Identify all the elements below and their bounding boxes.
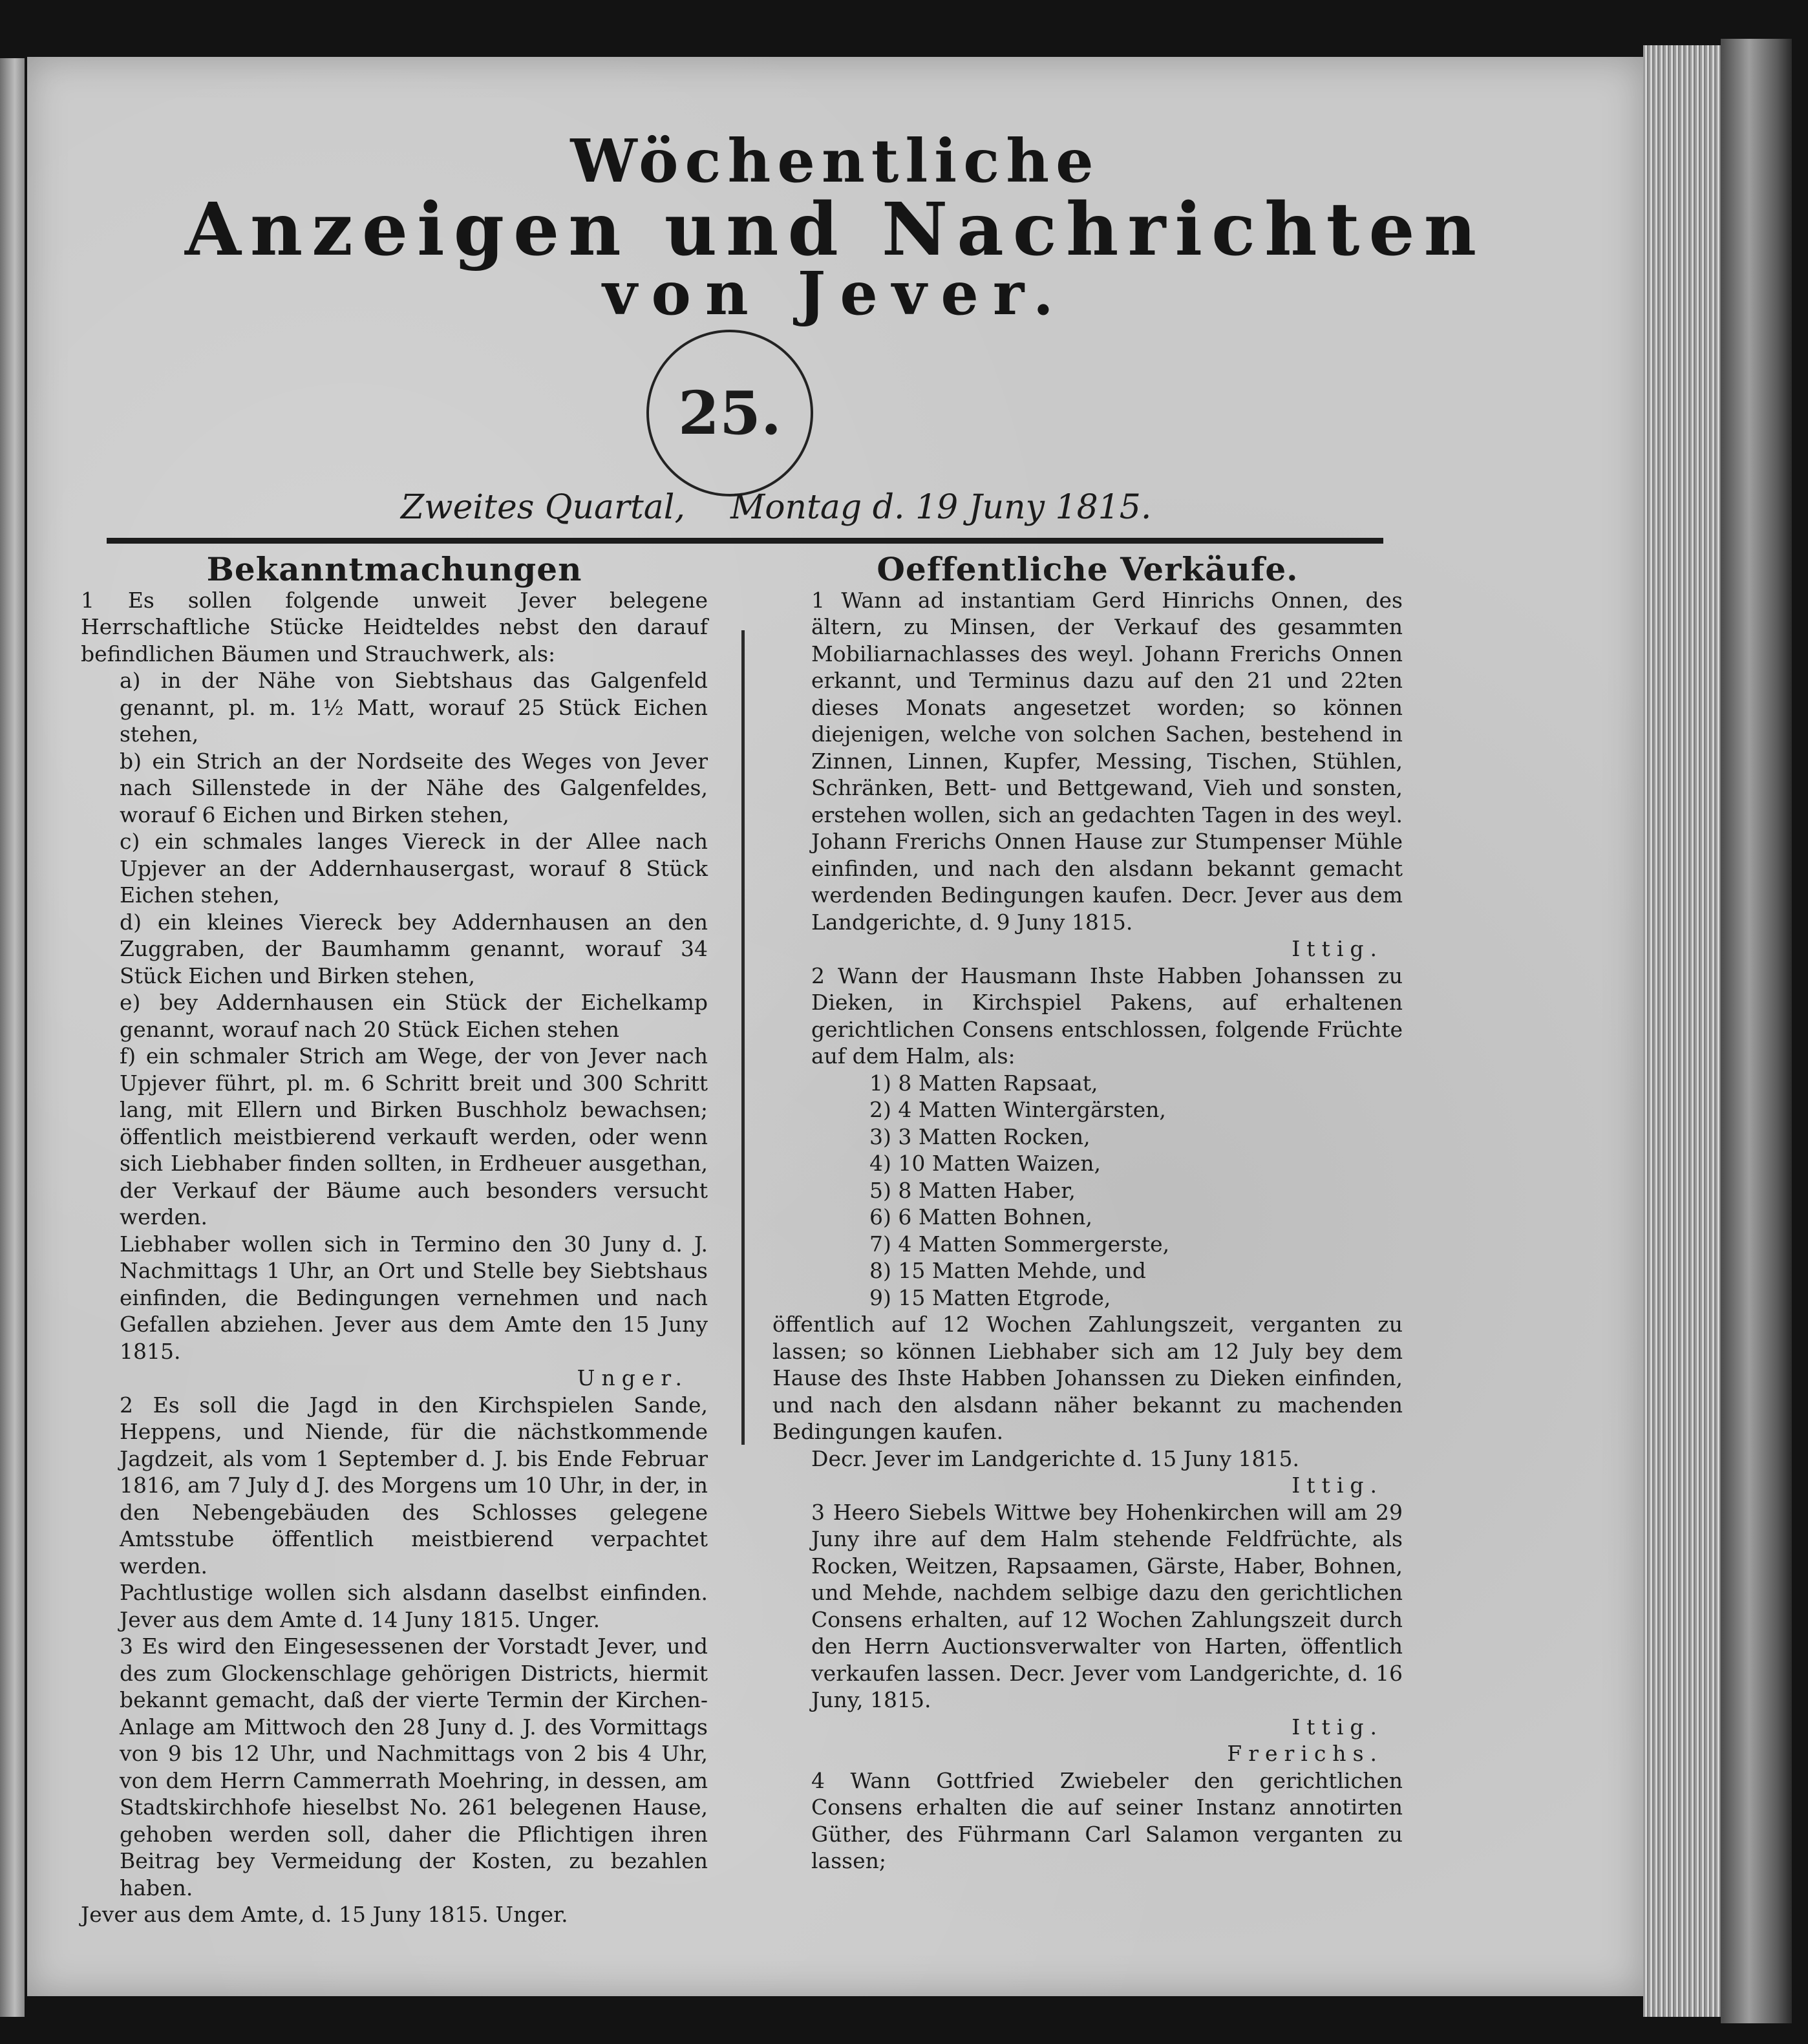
sale-1: 1 Wann ad instantiam Gerd Hinrichs Onnen, des ältern, zu Minsen, der Verkauf des gesammten Mobiliarnachlasses des weyl. Johann Frerichs Onnen erkannt, und Terminus dazu auf den 21 und 22ten dieses Monats angesetzet worden; so können diejenigen, welche von solchen Sachen, bestehend in Zinnen, Linnen, Kupfer, Messing, Tischen, Stühlen, Schränken, Bett- und Bettgewand, Vieh und sonsten, erstehen wollen, sich an gedachten Tagen in des weyl. Johann Frerichs Onnen Hause zur Stumpenser Mühle einfinden, und nach den alsdann bekannt gemacht werdenden Bedingungen kaufen. Decr. Jever aus dem Landgerichte, d. 9 Juny 1815. — [811, 587, 1403, 935]
crop-item: 8) 15 Matten Mehde, und — [869, 1258, 1146, 1283]
dateline — [401, 488, 1152, 527]
issue-number: 25. — [677, 378, 782, 448]
signature-ittig-3: Ittig. — [1292, 1714, 1383, 1740]
issue-number-circle — [646, 330, 813, 496]
masthead-line-3: von Jever. — [602, 259, 1068, 328]
sale-4: 4 Wann Gottfried Zwiebeler den gerichtlichen Consens erhalten die auf seiner Instanz annotirten Güther, des Führmann Carl Salamon verganten zu lassen; — [811, 1767, 1403, 1873]
announcement-1-item-a: a) in der Nähe von Siebtshaus das Galgenfeld genannt, pl. m. 1½ Matt, worauf 25 Stück Eichen stehen, — [120, 668, 708, 747]
column-announcements — [81, 550, 708, 1928]
announcement-3-closing: Jever aus dem Amte, d. 15 Juny 1815. Unger. — [81, 1902, 568, 1927]
announcement-2: 2 Es soll die Jagd in den Kirchspielen Sande, Heppens, und Niende, für die nächstkommende Jagdzeit, als vom 1 September d. J. bis Ende Februar 1816, am 7 July d J. des Morgens um 10 Uhr, in der, in den Nebengebäuden des Schlosses gelegene Amtsstube öffentlich meistbierend verpachtet werden. — [120, 1392, 708, 1579]
crop-item: 3) 3 Matten Rocken, — [869, 1123, 1090, 1149]
masthead-line-1: Wöchentliche — [570, 126, 1100, 196]
announcement-1-item-d: d) ein kleines Viereck bey Addernhausen an den Zuggraben, der Baumhamm genannt, worauf 34 Stück Eichen und Birken stehen, — [120, 909, 708, 988]
crop-item: 2) 4 Matten Wintergärsten, — [869, 1097, 1166, 1122]
announcement-3: 3 Es wird den Eingesessenen der Vorstadt Jever, und des zum Glockenschlage gehörigen Districts, hiermit bekannt gemacht, daß der vierte Termin der Kirchen-Anlage am Mittwoch den 28 Juny d. J. des Vormittags von 9 bis 12 Uhr, und Nachmittags von 2 bis 4 Uhr, von dem Herrn Cammerrath Moehring, in dessen, am Stadtskirchhofe hieselbst No. 261 belegenen Hause, gehoben werden soll, daher die Pflichtigen ihren Beitrag bey Vermeidung der Kosten, zu bezahlen haben. — [120, 1634, 708, 1900]
announcements-heading: Bekanntmachungen — [206, 550, 582, 588]
signature-unger-1: Unger. — [577, 1365, 688, 1390]
crop-item: 1) 8 Matten Rapsaat, — [869, 1070, 1098, 1096]
signature-ittig-1: Ittig. — [1292, 936, 1383, 961]
masthead-line-2: Anzeigen und Nachrichten — [184, 187, 1486, 272]
book-gutter-left — [0, 58, 25, 2017]
crop-list — [772, 1070, 1403, 1312]
announcement-1-item-b: b) ein Strich an der Nordseite des Weges von Jever nach Sillenstede in der Nähe des Galgenfeldes, worauf 6 Eichen und Birken stehen, — [120, 748, 708, 827]
crop-item: 9) 15 Matten Etgrode, — [869, 1284, 1111, 1310]
dateline-date: Montag d. 19 Juny 1815. — [730, 488, 1152, 527]
announcement-1-item-e: e) bey Addernhausen ein Stück der Eichelkamp genannt, worauf nach 20 Stück Eichen stehen — [120, 990, 708, 1042]
sale-2-terms: öffentlich auf 12 Wochen Zahlungszeit, verganten zu lassen; so können Liebhaber sich am 12 July bey dem Hause des Ihste Habben Johanssen zu Dieken einfinden, und nach den alsdann näher bekannt zu machenden Bedingungen kaufen. — [772, 1312, 1403, 1444]
column-public-sales — [772, 550, 1403, 1875]
crop-item: 4) 10 Matten Waizen, — [869, 1151, 1101, 1176]
page-stack-edges — [1643, 45, 1721, 2017]
announcement-1-intro: 1 Es sollen folgende unweit Jever belegene Herrschaftliche Stücke Heidteldes nebst den darauf befindlichen Bäumen und Strauchwerk, als: — [81, 587, 708, 666]
public-sales-heading: Oeffentliche Verkäufe. — [877, 550, 1299, 588]
column-divider — [741, 630, 745, 1445]
sale-3: 3 Heero Siebels Wittwe bey Hohenkirchen will am 29 Juny ihre auf dem Halm stehende Feldfrüchte, als Rocken, Weitzen, Rapsaamen, Gärste, Haber, Bohnen, und Mehde, nachdem selbige dazu den gerichtlichen Consens erhalten, auf 12 Wochen Zahlungszeit durch den Herrn Auctionsverwalter von Harten, öffentlich verkaufen lassen. Decr. Jever vom Landgerichte, d. 16 Juny, 1815. — [811, 1499, 1403, 1712]
sale-2-intro: 2 Wann der Hausmann Ihste Habben Johanssen zu Dieken, in Kirchspiel Pakens, auf erhaltenen gerichtlichen Consens entschlossen, folgende Früchte auf dem Halm, als: — [811, 963, 1403, 1069]
crop-item: 6) 6 Matten Bohnen, — [869, 1204, 1093, 1230]
crop-item: 5) 8 Matten Haber, — [869, 1177, 1076, 1203]
dateline-quarter: Zweites Quartal, — [401, 488, 685, 527]
book-cover-edge — [1721, 39, 1792, 2023]
signature-frerichs: Frerichs. — [1227, 1741, 1383, 1766]
announcement-1-item-f: f) ein schmaler Strich am Wege, der von Jever nach Upjever führt, pl. m. 6 Schritt breit und 300 Schritt lang, mit Ellern und Birken Buschholz bewachsen; öffentlich meistbierend verkauft werden, oder wenn sich Liebhaber finden sollten, in Erdheuer ausgethan, der Verkauf der Bäume auch besonders versucht werden. — [120, 1043, 708, 1230]
announcement-2-closing: Pachtlustige wollen sich alsdann daselbst einfinden. Jever aus dem Amte d. 14 Juny 1815. Unger. — [120, 1580, 708, 1632]
announcement-1-terms: Liebhaber wollen sich in Termino den 30 Juny d. J. Nachmittags 1 Uhr, an Ort und Stelle bey Siebtshaus einfinden, die Bedingungen vernehmen und nach Gefallen abziehen. Jever aus dem Amte den 15 Juny 1815. — [120, 1231, 708, 1364]
announcement-1-item-c: c) ein schmales langes Viereck in der Allee nach Upjever an der Addernhausergast, worauf 8 Stück Eichen stehen, — [120, 829, 708, 908]
crop-item: 7) 4 Matten Sommergerste, — [869, 1231, 1170, 1257]
signature-ittig-2: Ittig. — [1292, 1473, 1383, 1498]
masthead-rule — [107, 538, 1383, 544]
sale-2-decree: Decr. Jever im Landgerichte d. 15 Juny 1815. — [811, 1445, 1300, 1471]
